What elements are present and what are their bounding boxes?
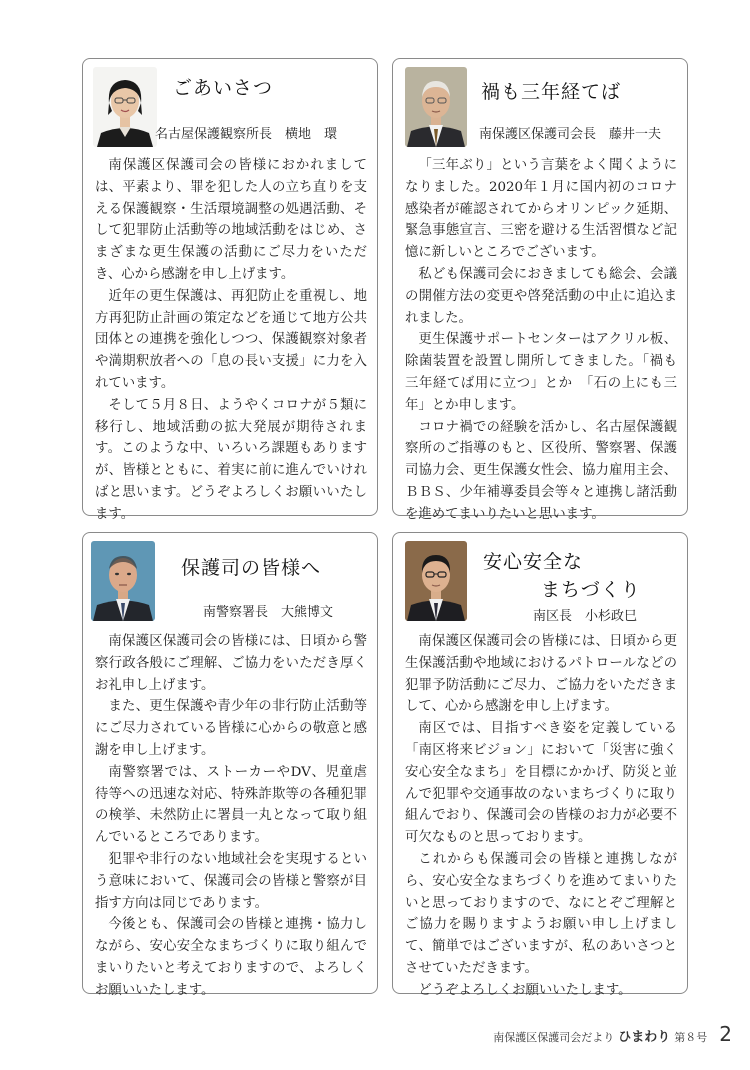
paragraph: 南保護区保護司会の皆様には、日頃から更生保護活動や地域におけるパトロールなどの犯罪予防活動にご尽力、ご協力をいただきまして、心から感謝を申し上げます。 — [405, 634, 677, 715]
footer-issue: 第８号 — [674, 1031, 708, 1044]
article-body — [95, 155, 367, 526]
author-photo-yokochi — [93, 67, 157, 147]
article-byline: 名古屋保護観察所長 横地 環 — [155, 127, 338, 142]
article-title: ごあいさつ — [173, 77, 274, 99]
article-safe-town — [392, 532, 688, 998]
paragraph: 近年の更生保護は、再犯防止を重視し、地方再犯防止計画の策定などを通じて地方公共団体との連携を強化しつつ、保護観察対象者や満期釈放者への「息の長い支援」に力を入れています。 — [95, 288, 367, 391]
page-footer — [493, 1022, 732, 1046]
article-greeting — [82, 58, 378, 522]
paragraph: 犯罪や非行のない地域社会を実現するという意味において、保護司会の皆様と警察が目指す方向は同じであります。 — [95, 851, 367, 911]
paragraph: これからも保護司会の皆様と連携しながら、安心安全なまちづくりを進めてまいりたいと思っておりますので、なにとぞご理解とご協力を賜りますようお願い申し上げまして、簡単ではございますが、私のあいさつとさせていただきます。 — [405, 851, 677, 976]
article-title-line2: まちづくり — [541, 579, 641, 601]
article-three-years — [392, 58, 688, 522]
author-photo-fujii — [405, 67, 467, 147]
paragraph: 南区では、目指すべき姿を定義している「南区将来ビジョン」において「災害に強く安心安全なまち」を目標にかかげ、防災と並んで犯罪や交通事故のないまちづくりに取り組んでおり、保護司会の皆様のお力が必要不可欠なものと思っております。 — [405, 721, 677, 846]
paragraph: 今後とも、保護司会の皆様と連携・協力しながら、安心安全なまちづくりに取り組んでまいりたいと考えておりますので、よろしくお願いいたします。 — [95, 917, 367, 998]
article-body — [405, 155, 677, 526]
paragraph: 「三年ぶり」という言葉をよく聞くようになりました。2020年１月に国内初のコロナ感染者が確認されてからオリンピック延期、緊急事態宣言、三密を避ける生活習慣など記憶に新しいところでございます。 — [405, 158, 677, 261]
article-byline: 南警察署長 大熊博文 — [203, 605, 334, 620]
paragraph: どうぞよろしくお願いいたします。 — [418, 982, 632, 998]
paragraph: 南保護区保護司会の皆様には、日頃から警察行政各般にご理解、ご協力をいただき厚くお礼申し上げます。 — [95, 634, 367, 693]
paragraph: そして５月８日、ようやくコロナが５類に移行し、地域活動の拡大発展が期待されます。このような中、いろいろ課題もありますが、皆様とともに、着実に前に進んでいければと思います。どうぞよろしくお願いいたします。 — [95, 397, 367, 522]
article-body — [405, 631, 677, 1002]
article-title: 保護司の皆様へ — [181, 557, 322, 579]
article-police — [82, 532, 378, 998]
paragraph: 更生保護サポートセンターはアクリル板、除菌装置を設置し開所してきました。「禍も三年経てば用に立つ」とか 「石の上にも三年」とか申します。 — [405, 332, 677, 413]
paragraph: コロナ禍での経験を活かし、名古屋保護観察所のご指導のもと、区役所、警察署、保護司協力会、更生保護女性会、協力雇用主会、ＢＢＳ、少年補導委員会等々と連携し諸活動を進めてまいりたいと思います。 — [405, 419, 677, 522]
footer-org: 南保護区保護司会だより — [493, 1031, 615, 1044]
page-number: 2 — [719, 1022, 732, 1046]
paragraph: また、更生保護や青少年の非行防止活動等にご尽力されている皆様に心からの敬意と感謝を申し上げます。 — [95, 699, 367, 758]
article-title: 禍も三年経てば — [481, 81, 622, 103]
author-photo-kosugi — [405, 541, 467, 621]
article-byline: 南保護区保護司会長 藤井一夫 — [479, 127, 662, 142]
article-byline: 南区長 小杉政巳 — [533, 609, 638, 624]
paragraph: 南保護区保護司会の皆様におかれましては、平素より、罪を犯した人の立ち直りを支える保護観察・生活環境調整の処遇活動、そして犯罪防止活動等の地域活動をはじめ、さまざまな更生保護の活動にご尽力をいただき、心から感謝を申し上げます。 — [95, 158, 367, 282]
article-body — [95, 631, 367, 1002]
paragraph: 南警察署では、ストーカーやDV、児童虐待等への迅速な対応、特殊詐欺等の各種犯罪の検挙、未然防止に署員一丸となって取り組んでいるところであります。 — [95, 764, 367, 846]
paragraph: 私ども保護司会におきましても総会、会議の開催方法の変更や啓発活動の中止に追込まれました。 — [405, 266, 677, 326]
author-photo-okuma — [91, 541, 155, 621]
article-title-line1: 安心安全な — [483, 551, 584, 573]
footer-newsletter-name: ひまわり — [618, 1030, 671, 1045]
